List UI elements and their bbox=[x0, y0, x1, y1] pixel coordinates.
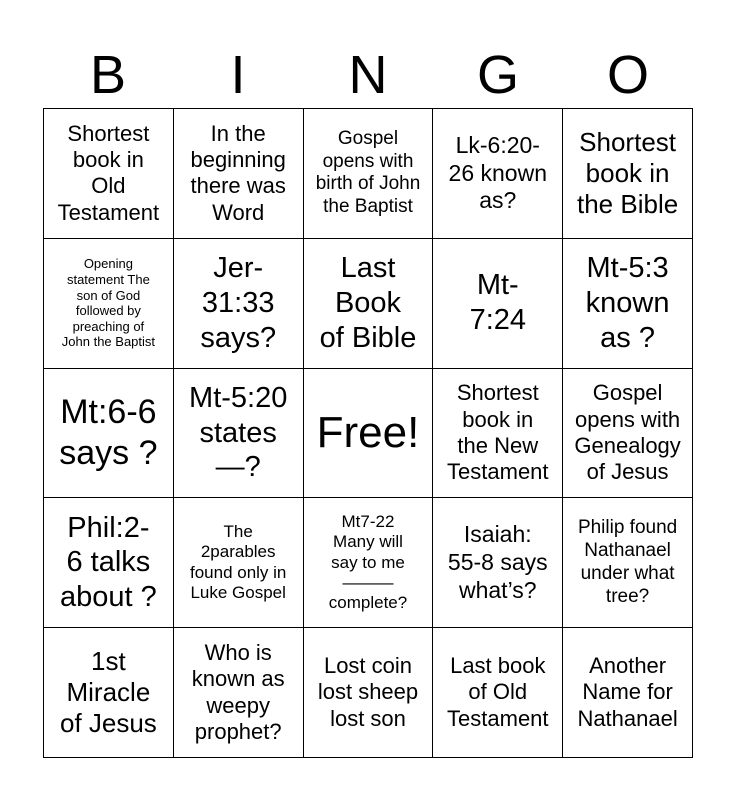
cell-text: Isaiah: 55-8 says what’s? bbox=[447, 521, 548, 603]
header-letter-n: N bbox=[348, 45, 388, 105]
bingo-cell[interactable] bbox=[433, 239, 563, 369]
bingo-cell[interactable] bbox=[433, 109, 563, 239]
bingo-cell[interactable] bbox=[174, 239, 304, 369]
cell-text: Shortest book in the New Testament bbox=[447, 380, 549, 485]
header-letter-o: O bbox=[606, 45, 649, 105]
cell-text: Mt- 7:24 bbox=[469, 269, 527, 337]
cell-text: Another Name for Nathanael bbox=[577, 653, 678, 731]
header-letter-g: G bbox=[476, 45, 519, 105]
bingo-cell-free[interactable] bbox=[304, 369, 434, 499]
cell-text: Who is known as weepy prophet? bbox=[191, 639, 285, 744]
header-letter-b: B bbox=[89, 45, 127, 105]
bingo-cell[interactable] bbox=[174, 498, 304, 628]
bingo-cell[interactable] bbox=[174, 628, 304, 758]
bingo-cell[interactable] bbox=[44, 498, 174, 628]
bingo-cell[interactable] bbox=[304, 109, 434, 239]
cell-text: 1st Miracle of Jesus bbox=[59, 645, 157, 739]
bingo-cell[interactable] bbox=[44, 109, 174, 239]
bingo-cell[interactable] bbox=[433, 628, 563, 758]
bingo-cell[interactable] bbox=[433, 369, 563, 499]
cell-text: Lk-6:20- 26 known as? bbox=[448, 132, 548, 214]
bingo-cell[interactable] bbox=[44, 239, 174, 369]
free-space-text: Free! bbox=[316, 407, 420, 457]
bingo-cell[interactable] bbox=[563, 369, 693, 499]
cell-text: Phil:2- 6 talks about ? bbox=[60, 511, 157, 614]
cell-text: Last Book of Bible bbox=[319, 252, 417, 354]
cell-text: Mt7-22 Many will say to me ——— complete? bbox=[328, 511, 408, 613]
bingo-cell[interactable] bbox=[304, 498, 434, 628]
bingo-cell[interactable] bbox=[563, 498, 693, 628]
bingo-cell[interactable] bbox=[44, 628, 174, 758]
bingo-header bbox=[43, 42, 693, 108]
bingo-cell[interactable] bbox=[174, 109, 304, 239]
cell-text: Lost coin lost sheep lost son bbox=[317, 653, 419, 731]
bingo-cell[interactable] bbox=[433, 498, 563, 628]
cell-text: Philip found Nathanael under what tree? bbox=[577, 517, 678, 607]
bingo-cell[interactable] bbox=[563, 109, 693, 239]
bingo-cell[interactable] bbox=[304, 239, 434, 369]
cell-text: Mt-5:20 states —? bbox=[189, 381, 288, 484]
cell-text: Last book of Old Testament bbox=[447, 653, 549, 731]
bingo-cell[interactable] bbox=[174, 369, 304, 499]
cell-text: Opening statement The son of God followed by preaching of John the Baptist bbox=[61, 256, 156, 350]
cell-text: Gospel opens with birth of John the Baptist bbox=[315, 127, 421, 218]
cell-text: Gospel opens with Genealogy of Jesus bbox=[574, 380, 681, 485]
cell-text: The 2parables found only in Luke Gospel bbox=[189, 522, 287, 603]
header-letter-i: I bbox=[230, 45, 246, 105]
cell-text: Mt:6-6 says ? bbox=[59, 393, 158, 472]
bingo-cell[interactable] bbox=[304, 628, 434, 758]
cell-text: In the beginning there was Word bbox=[190, 120, 286, 225]
bingo-cell[interactable] bbox=[563, 628, 693, 758]
cell-text: Shortest book in Old Testament bbox=[57, 120, 160, 225]
bingo-grid bbox=[43, 108, 693, 758]
cell-text: Mt-5:3 known as ? bbox=[585, 252, 670, 354]
bingo-cell[interactable] bbox=[44, 369, 174, 499]
bingo-cell[interactable] bbox=[563, 239, 693, 369]
cell-text: Shortest book in the Bible bbox=[577, 126, 679, 219]
cell-text: Jer- 31:33 says? bbox=[200, 252, 277, 354]
